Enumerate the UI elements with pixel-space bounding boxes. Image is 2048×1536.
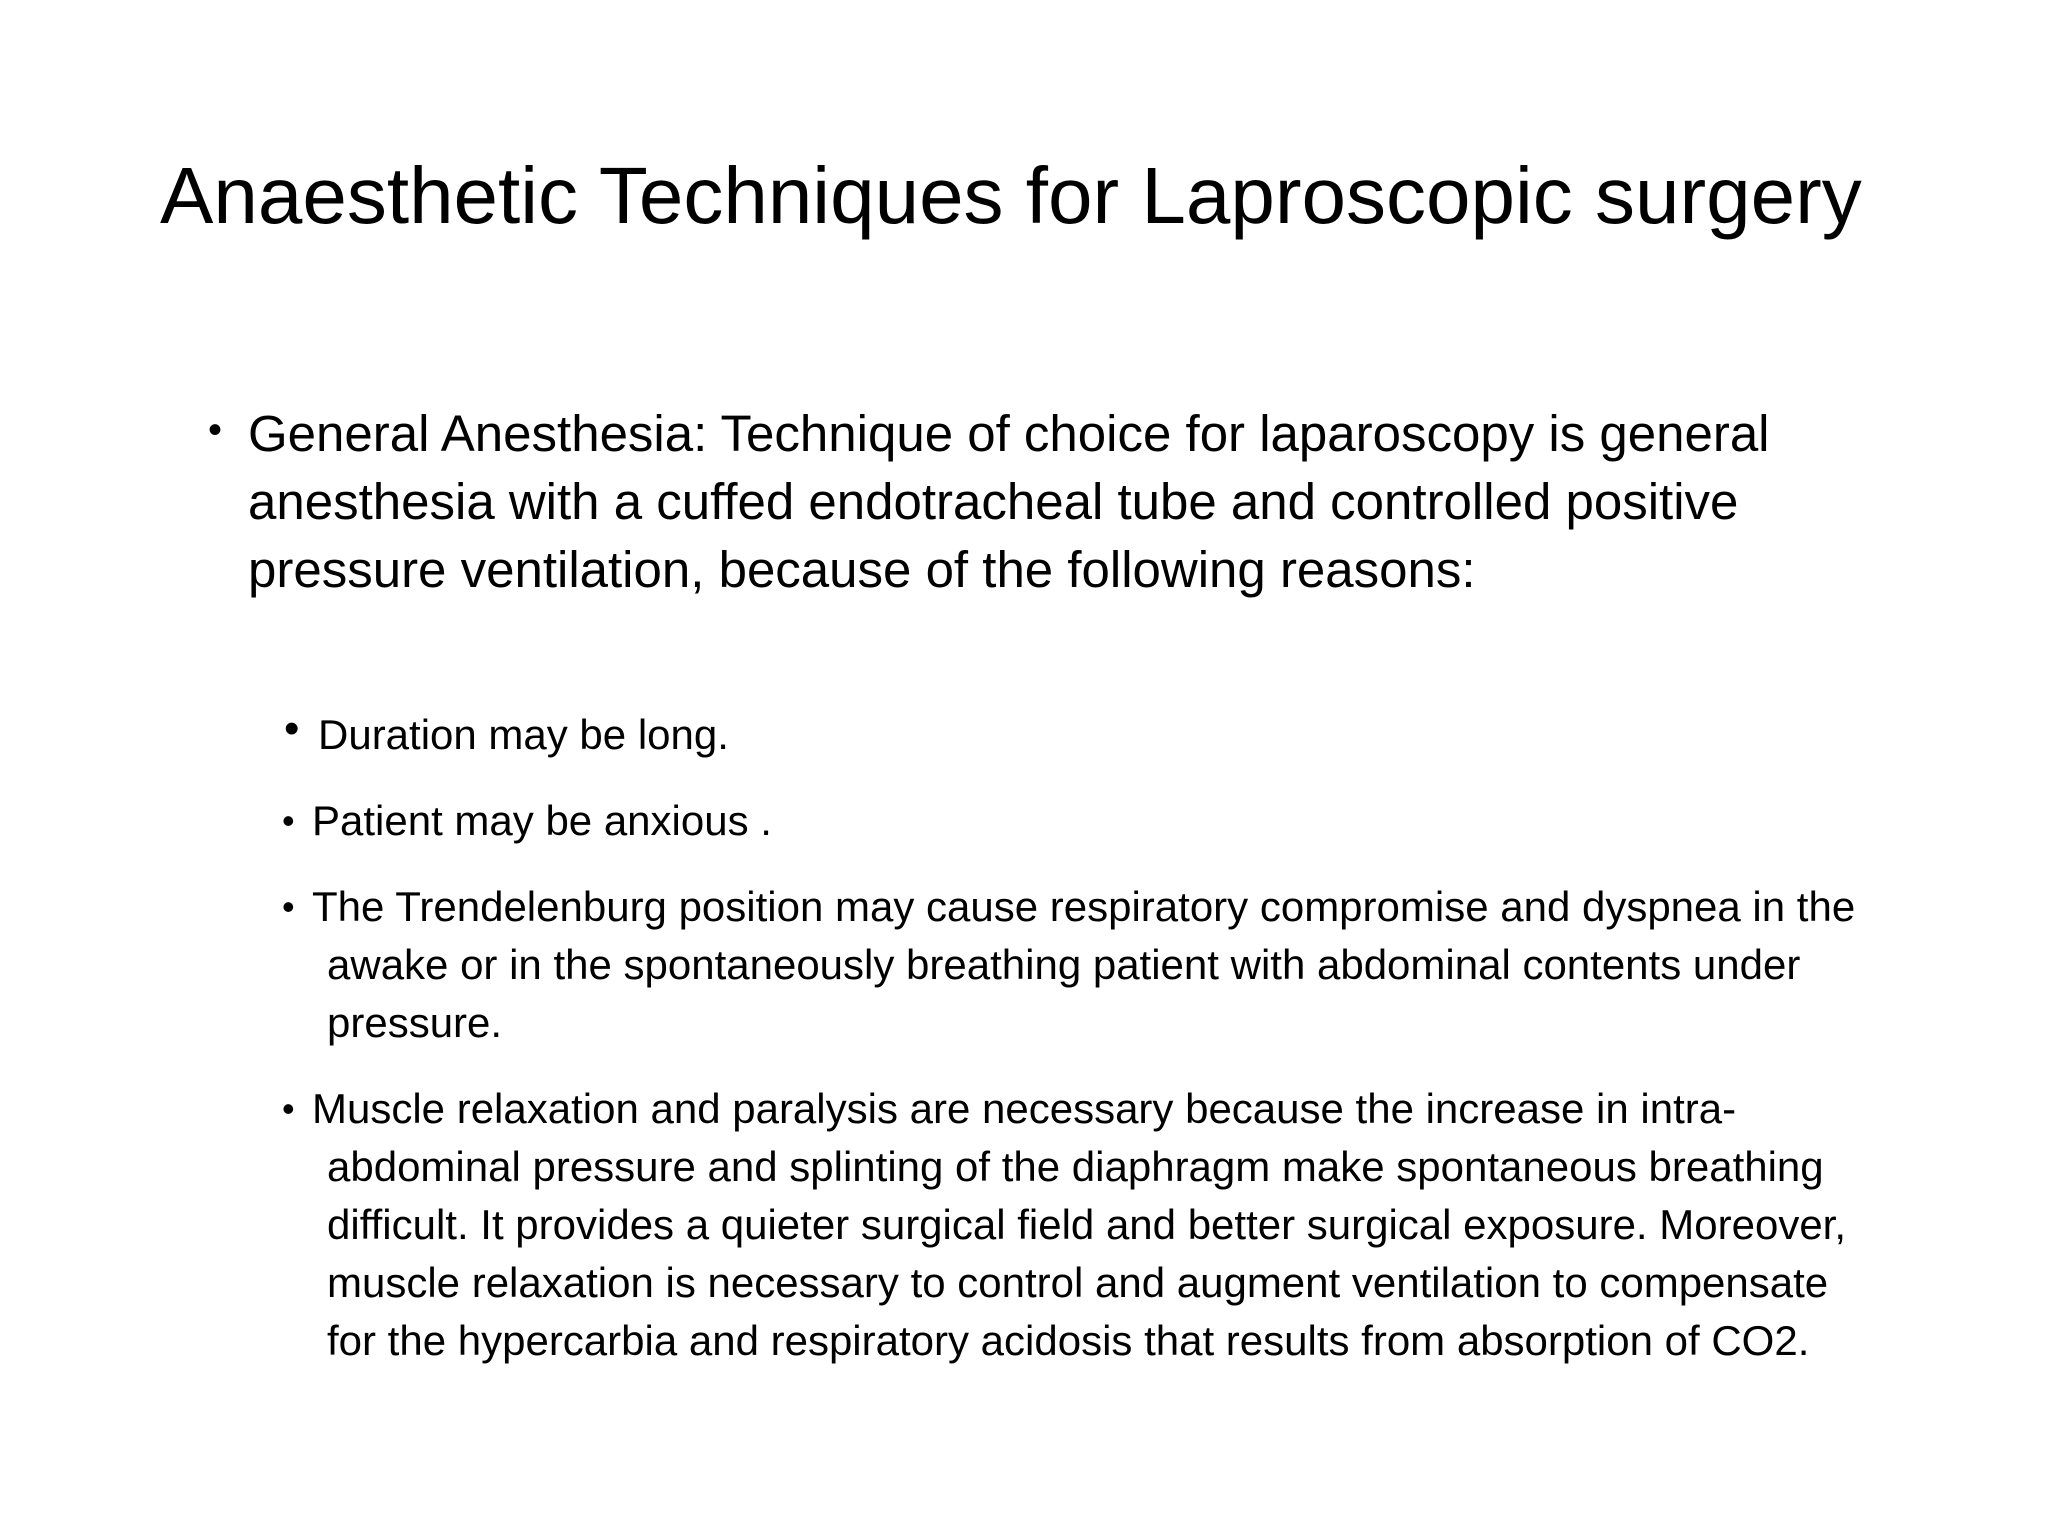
reason-item [282, 706, 1882, 764]
reason-text: Patient may be anxious . [312, 797, 772, 844]
main-bullet-text: General Anesthesia: Technique of choice for laparoscopy is general anesthesia with a cuffed endotracheal tube and controlled positive pressure ventilation, because of the following reasons: [248, 405, 1770, 598]
bullet-icon: • [282, 1088, 295, 1129]
reason-item [282, 1080, 1882, 1370]
reason-text: Muscle relaxation and paralysis are necessary because the increase in intra-abdominal pressure and splinting of the diaphragm make spontaneous breathing difficult. It provides a quieter surgical field and better surgical exposure. Moreover, muscle relaxation is necessary to control and augment ventilation to compensate for the hypercarbia and respiratory acidosis that results from absorption of CO2. [312, 1085, 1847, 1364]
bullet-icon: • [284, 704, 300, 753]
slide-title: Anaesthetic Techniques for Laproscopic surgery [160, 151, 1862, 240]
reason-item [282, 792, 1882, 850]
main-bullet-point [208, 400, 1858, 604]
reason-item [282, 878, 1882, 1052]
reasons-list [282, 706, 1882, 1398]
bullet-icon: • [208, 408, 223, 452]
bullet-icon: • [282, 800, 295, 841]
reason-text: The Trendelenburg position may cause respiratory compromise and dyspnea in the awake or in the spontaneously breathing patient with abdominal contents under pressure. [312, 883, 1856, 1046]
reason-text: Duration may be long. [318, 711, 729, 758]
bullet-icon: • [282, 886, 295, 927]
